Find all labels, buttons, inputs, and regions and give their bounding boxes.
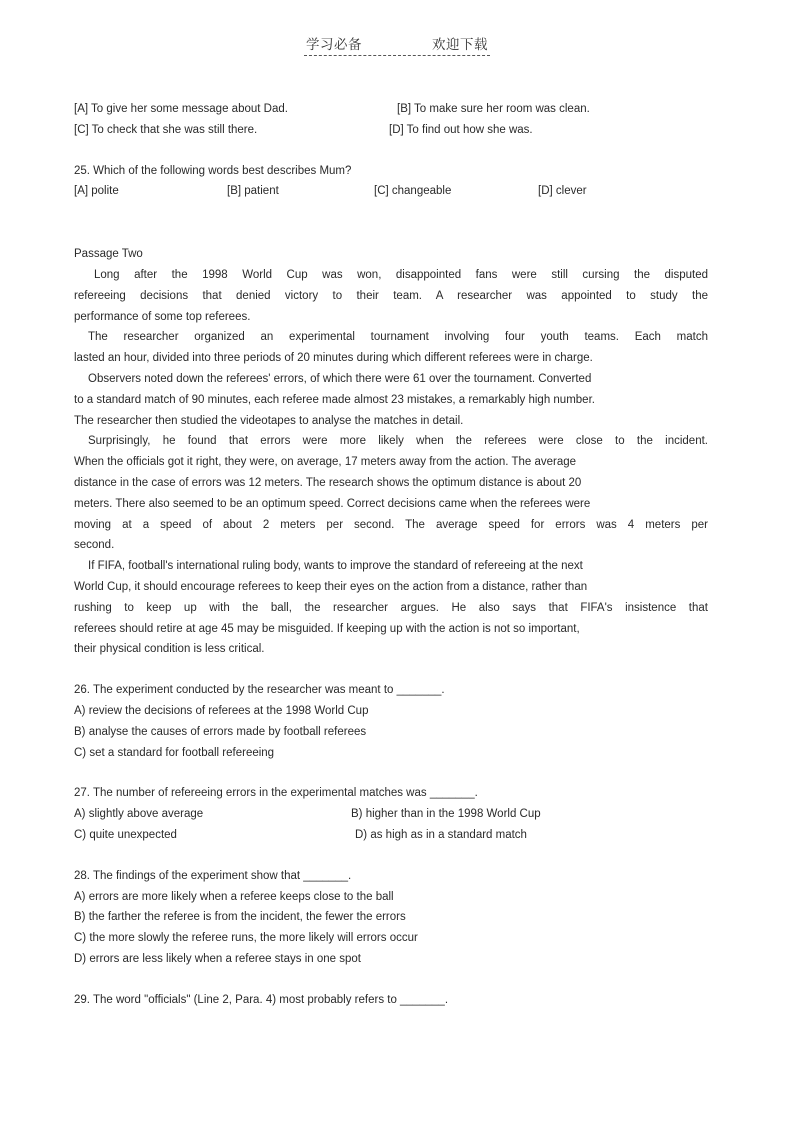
passage-line: When the officials got it right, they were, on average, 17 meters away from the action. The average xyxy=(74,456,577,469)
q27-option-d: D) as high as in a standard match xyxy=(355,828,527,841)
passage-line: referees should retire at age 45 may be misguided. If keeping up with the action is not so important, xyxy=(74,622,580,635)
q24-option-a: [A] To give her some message about Dad. xyxy=(74,103,288,115)
q28-option-d: D) errors are less likely when a referee stays in one spot xyxy=(74,952,361,965)
passage-line: Observers noted down the referees' errors, of which there were 61 over the tournament. Converted xyxy=(88,372,592,385)
q28-option-a: A) errors are more likely when a referee keeps close to the ball xyxy=(74,890,394,903)
q25-stem: 25. Which of the following words best describes Mum? xyxy=(74,164,352,177)
q25-option-b: [B] patient xyxy=(227,185,279,198)
passage-line: Surprisingly, he found that errors were more likely when the referees were close to the incident. xyxy=(88,435,708,448)
header-right-text: 欢迎下载 xyxy=(432,37,488,53)
q24-option-d: [D] To find out how she was. xyxy=(389,123,533,136)
passage-line: refereeing decisions that denied victory to their team. A researcher was appointed to study the xyxy=(74,289,708,302)
q27-option-row xyxy=(74,825,708,846)
q25-option-a: [A] polite xyxy=(74,185,119,198)
q25-option-row xyxy=(74,181,708,202)
q26-option-c: C) set a standard for football refereeing xyxy=(74,746,275,759)
q26-option-a: A) review the decisions of referees at the 1998 World Cup xyxy=(74,704,369,717)
q27-option-b: B) higher than in the 1998 World Cup xyxy=(351,808,541,821)
passage-line: moving at a speed of about 2 meters per second. The average speed for errors was 4 meters per xyxy=(74,518,708,531)
q24-option-row xyxy=(74,99,708,120)
passage-line: Long after the 1998 World Cup was won, disappointed fans were still cursing the disputed xyxy=(94,268,708,281)
q24-option-row xyxy=(74,120,708,141)
q27-option-row xyxy=(74,804,708,825)
document-body xyxy=(74,99,708,1010)
q26-stem: 26. The experiment conducted by the researcher was meant to _______. xyxy=(74,684,445,697)
q24-option-c: [C] To check that she was still there. xyxy=(74,123,258,136)
header-left-text: 学习必备 xyxy=(306,37,362,53)
q27-option-c: C) quite unexpected xyxy=(74,828,177,841)
passage-line: performance of some top referees. xyxy=(74,310,251,323)
q27-option-a: A) slightly above average xyxy=(74,808,204,821)
passage-title: Passage Two xyxy=(74,248,143,261)
q28-option-c: C) the more slowly the referee runs, the more likely will errors occur xyxy=(74,932,418,945)
q29-stem: 29. The word "officials" (Line 2, Para. 4) most probably refers to _______. xyxy=(74,993,449,1006)
passage-line: The researcher organized an experimental tournament involving four youth teams. Each match xyxy=(88,331,708,344)
passage-line: lasted an hour, divided into three periods of 20 minutes during which different referees were in charge. xyxy=(74,352,593,365)
passage-line: If FIFA, football's international ruling body, wants to improve the standard of refereeing at the next xyxy=(88,560,583,573)
passage-line: rushing to keep up with the ball, the researcher argues. He also says that FIFA's insistence that xyxy=(74,601,708,614)
q24-option-b: [B] To make sure her room was clean. xyxy=(397,103,590,115)
passage-line: World Cup, it should encourage referees to keep their eyes on the action from a distance, rather than xyxy=(74,580,588,593)
passage-line: their physical condition is less critical. xyxy=(74,643,265,656)
q27-stem: 27. The number of refereeing errors in the experimental matches was _______. xyxy=(74,787,478,800)
passage-line: The researcher then studied the videotapes to analyse the matches in detail. xyxy=(74,414,464,427)
page-header xyxy=(0,36,794,57)
q25-option-c: [C] changeable xyxy=(374,185,452,198)
q28-stem: 28. The findings of the experiment show that _______. xyxy=(74,869,352,882)
q28-option-b: B) the farther the referee is from the incident, the fewer the errors xyxy=(74,911,406,924)
q25-option-d: [D] clever xyxy=(538,185,587,198)
q26-option-b: B) analyse the causes of errors made by football referees xyxy=(74,725,367,738)
passage-line: second. xyxy=(74,539,115,552)
passage-line: to a standard match of 90 minutes, each referee made almost 23 mistakes, a remarkably high number. xyxy=(74,393,595,406)
passage-line: meters. There also seemed to be an optimum speed. Correct decisions came when the referees were xyxy=(74,497,591,510)
passage-line: distance in the case of errors was 12 meters. The research shows the optimum distance is about 20 xyxy=(74,476,582,489)
header-banner xyxy=(304,36,490,56)
